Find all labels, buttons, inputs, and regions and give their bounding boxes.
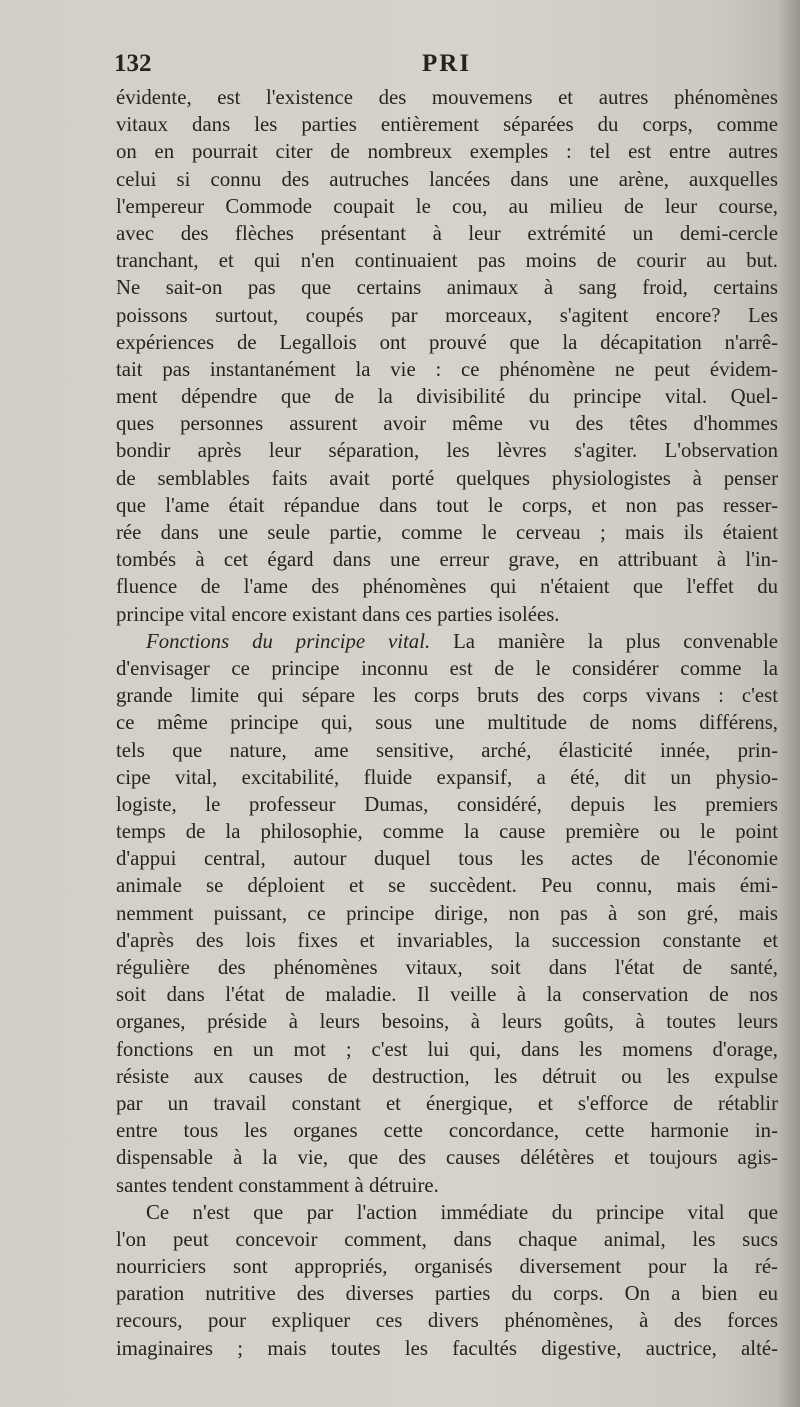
line-text: de semblables faits avait porté quelques physiologistes à penser — [116, 466, 778, 490]
line-text: soit dans l'état de maladie. Il veille à la conservation de nos — [116, 983, 778, 1007]
line-text: fluence de l'ame des phénomènes qui n'étaient que l'effet du — [116, 575, 778, 599]
text-line — [116, 927, 778, 954]
line-text: rée dans une seule partie, comme le cerveau ; mais ils étaient — [116, 521, 778, 544]
line-text: l'empereur Commode coupait le cou, au milieu de leur course, — [116, 194, 778, 218]
line-text: par un travail constant et énergique, et s'efforce de rétablir — [116, 1091, 778, 1115]
line-text: logiste, le professeur Dumas, considéré, depuis les premiers — [116, 792, 778, 816]
text-line — [116, 1280, 778, 1307]
line-text: imaginaires ; mais toutes les facultés digestive, auctrice, alté- — [116, 1336, 778, 1360]
line-text: Ne sait-on pas que certains animaux à sang froid, certains — [116, 276, 778, 300]
text-line — [116, 1117, 778, 1144]
text-line — [116, 764, 778, 791]
line-text: poissons surtout, coupés par morceaux, s'agitent encore? Les — [116, 303, 778, 327]
text-line — [116, 220, 778, 247]
line-text: recours, pour expliquer ces divers phénomènes, à des forces — [116, 1309, 778, 1333]
text-line — [116, 954, 778, 981]
text-line — [116, 274, 778, 301]
line-text: entre tous les organes cette concordance, cette harmonie in- — [116, 1119, 778, 1143]
text-line — [116, 329, 778, 356]
line-text: ques personnes assurent avoir même vu des têtes d'hommes — [116, 412, 778, 436]
line-text: principe vital encore existant dans ces parties isolées. — [116, 602, 560, 626]
line-text: résiste aux causes de destruction, les détruit ou les expulse — [116, 1064, 778, 1088]
line-text: celui si connu des autruches lancées dans une arène, auxquelles — [116, 167, 778, 191]
text-line — [116, 546, 778, 573]
line-text: on en pourrait citer de nombreux exemples : tel est entre autres — [116, 140, 778, 164]
text-line — [116, 410, 778, 437]
line-text: nemment puissant, ce principe dirige, non pas à son gré, mais — [116, 901, 778, 925]
text-line — [116, 166, 778, 193]
text-line — [116, 1090, 778, 1117]
line-text: expériences de Legallois ont prouvé que la décapitation n'arrê- — [116, 330, 778, 354]
line-text: bondir après leur séparation, les lèvres s'agiter. L'observation — [116, 439, 778, 463]
line-text: d'envisager ce principe inconnu est de le considérer comme la — [116, 656, 778, 680]
text-line — [116, 872, 778, 899]
line-text: nourriciers sont appropriés, organisés diversement pour la ré- — [116, 1255, 778, 1279]
text-line — [116, 601, 778, 628]
text-line — [116, 791, 778, 818]
line-text: tait pas instantanément la vie : ce phénomène ne peut évidem- — [116, 357, 778, 381]
text-line — [116, 981, 778, 1008]
line-text: grande limite qui sépare les corps bruts des corps vivans : c'est — [116, 684, 778, 708]
line-text: tombés à cet égard dans une erreur grave, en attribuant à l'in- — [116, 548, 778, 572]
text-line — [116, 845, 778, 872]
line-text: paration nutritive des diverses parties du corps. On a bien eu — [116, 1282, 778, 1306]
line-text: temps de la philosophie, comme la cause première ou le point — [116, 820, 778, 844]
page-header — [114, 50, 778, 84]
text-line — [116, 1253, 778, 1280]
line-text: ment dépendre que de la divisibilité du principe vital. Quel- — [116, 385, 778, 409]
text-line — [116, 465, 778, 492]
text-line — [116, 1307, 778, 1334]
line-text: évidente, est l'existence des mouvemens et autres phénomènes — [116, 86, 778, 109]
text-line — [116, 247, 778, 274]
text-line — [116, 573, 778, 600]
line-text: vitaux dans les parties entièrement séparées du corps, comme — [116, 113, 778, 137]
page-number: 132 — [114, 50, 152, 77]
text-line — [116, 628, 778, 655]
text-line — [116, 900, 778, 927]
text-line — [116, 818, 778, 845]
line-text: d'appui central, autour duquel tous les actes de l'économie — [116, 847, 778, 871]
text-line — [116, 1144, 778, 1171]
section-heading: Fonctions du principe vital. — [146, 629, 431, 653]
line-text: Ce n'est que par l'action immédiate du principe vital que — [146, 1200, 778, 1224]
line-text: cipe vital, excitabilité, fluide expansif, a été, dit un physio- — [116, 765, 778, 789]
text-line — [116, 356, 778, 383]
text-line — [116, 1063, 778, 1090]
line-text: l'on peut concevoir comment, dans chaque animal, les sucs — [116, 1227, 778, 1251]
line-text: d'après des lois fixes et invariables, la succession constante et — [116, 928, 778, 952]
text-line — [116, 193, 778, 220]
text-line — [116, 138, 778, 165]
text-line — [116, 84, 778, 111]
text-line — [116, 437, 778, 464]
text-line — [116, 111, 778, 138]
line-text: que l'ame était répandue dans tout le corps, et non pas resser- — [116, 493, 778, 517]
line-text: tranchant, et qui n'en continuaient pas moins de courir au but. — [116, 249, 778, 273]
text-line — [116, 1172, 778, 1199]
text-line — [116, 1335, 778, 1362]
line-text: régulière des phénomènes vitaux, soit dans l'état de santé, — [116, 956, 778, 979]
line-text: fonctions en un mot ; c'est lui qui, dans les momens d'orage, — [116, 1037, 778, 1061]
body-text — [116, 84, 778, 1362]
text-line — [116, 302, 778, 329]
line-text: avec des flèches présentant à leur extrémité un demi-cercle — [116, 221, 778, 245]
text-line — [116, 383, 778, 410]
line-text: tels que nature, ame sensitive, arché, élasticité innée, prin- — [116, 738, 778, 762]
line-text: La manière la plus convenable — [430, 629, 778, 653]
text-line — [116, 492, 778, 519]
text-line — [116, 682, 778, 709]
text-line — [116, 1008, 778, 1035]
text-line — [116, 737, 778, 764]
text-line — [116, 1036, 778, 1063]
text-line — [116, 1199, 778, 1226]
text-line — [116, 655, 778, 682]
text-line — [116, 519, 778, 546]
page-spine-shadow — [778, 0, 800, 1407]
line-text: santes tendent constamment à détruire. — [116, 1173, 439, 1197]
text-line — [116, 709, 778, 736]
line-text: animale se déploient et se succèdent. Peu connu, mais émi- — [116, 874, 778, 898]
text-line — [116, 1226, 778, 1253]
line-text: ce même principe qui, sous une multitude de noms différens, — [116, 711, 778, 735]
line-text: organes, préside à leurs besoins, à leurs goûts, à toutes leurs — [116, 1010, 778, 1034]
line-text: dispensable à la vie, que des causes délétères et toujours agis- — [116, 1146, 778, 1170]
running-head: PRI — [422, 50, 472, 77]
